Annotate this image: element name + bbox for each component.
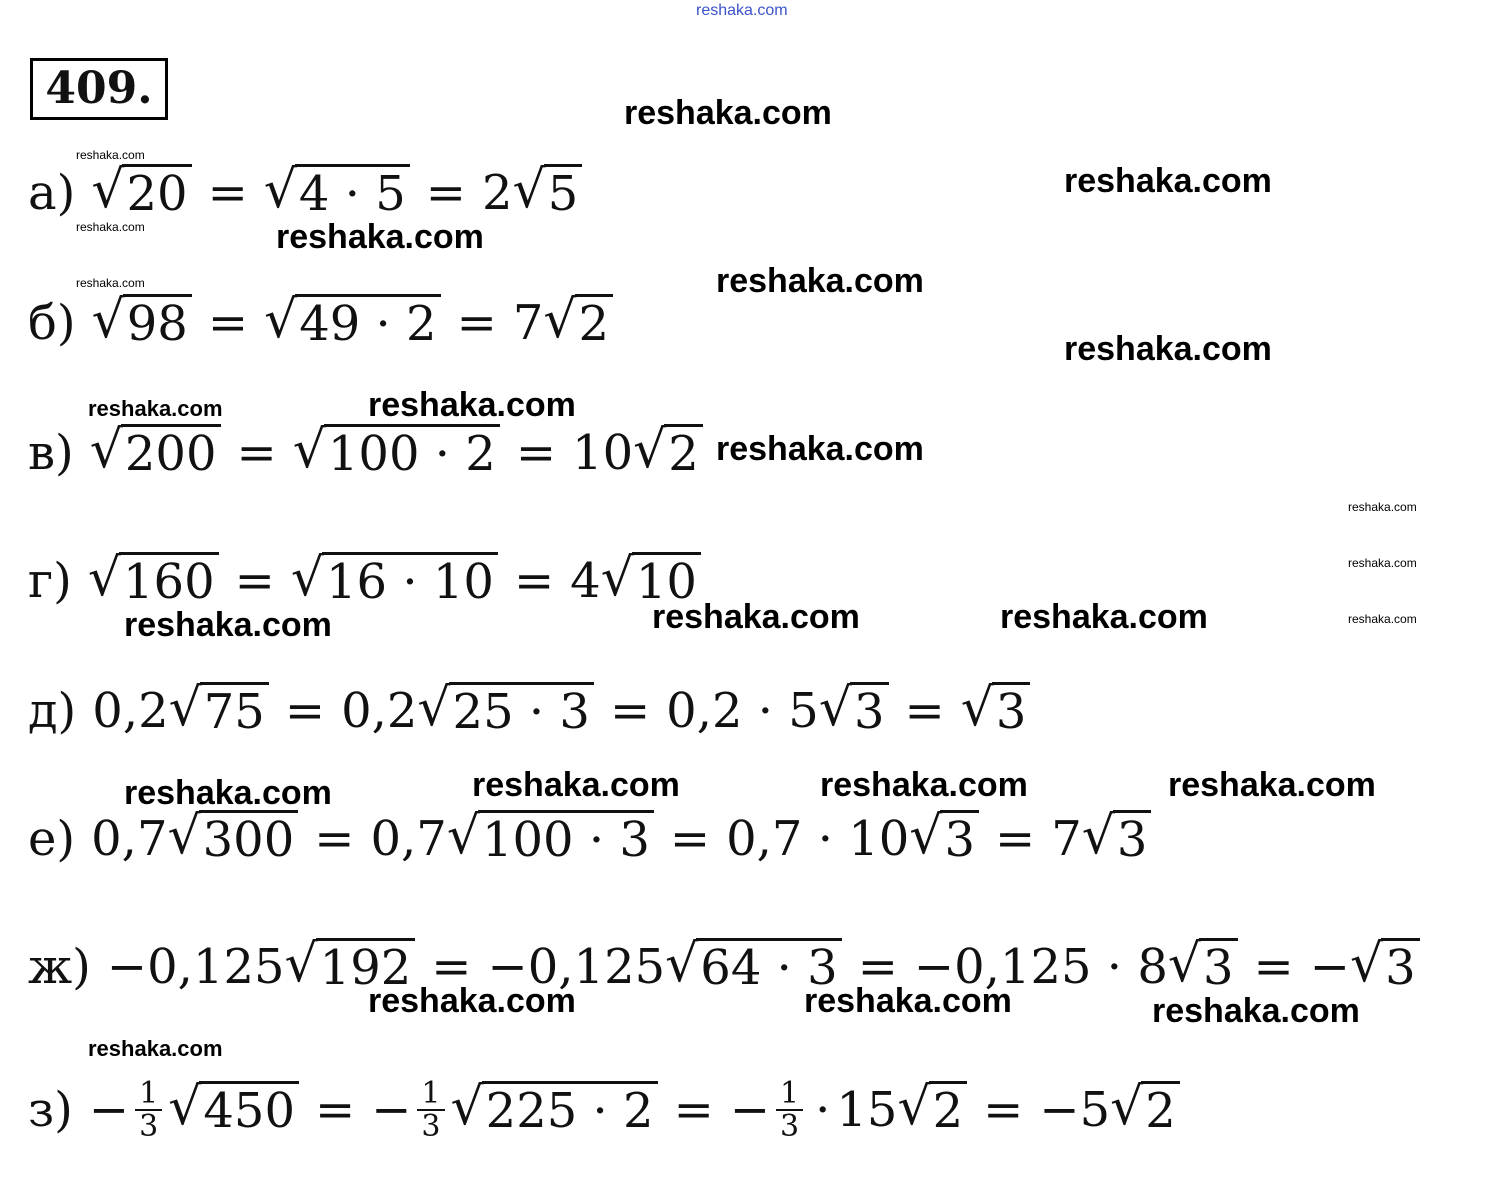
- watermark-top: reshaka.com: [696, 2, 788, 19]
- equation-g: г) √ 160 = √ 16 · 10 = 4 √ 10: [28, 546, 701, 616]
- watermark: reshaka.com: [820, 766, 1028, 804]
- watermark: reshaka.com: [368, 386, 576, 424]
- watermark: reshaka.com: [804, 982, 1012, 1020]
- watermark: reshaka.com: [1348, 612, 1417, 626]
- watermark: reshaka.com: [624, 94, 832, 132]
- watermark: reshaka.com: [88, 396, 223, 421]
- label-e: е): [28, 811, 76, 867]
- watermark: reshaka.com: [1000, 598, 1208, 636]
- fraction-3: $\frac{1}{3}$: [776, 1078, 803, 1143]
- watermark: reshaka.com: [76, 220, 145, 234]
- equation-a: а) √ 20 = √ 4 · 5 = 2 √ 5: [28, 158, 582, 228]
- watermark: reshaka.com: [1152, 992, 1360, 1030]
- fraction-2: $\frac{1}{3}$: [417, 1078, 444, 1143]
- label-b: б): [28, 295, 76, 351]
- watermark: reshaka.com: [1064, 330, 1272, 368]
- watermark: reshaka.com: [76, 148, 145, 162]
- label-g: г): [28, 553, 72, 609]
- equation-e: е) 0,7 √ 300 = 0,7 √ 100 · 3 = 0,7 · 10 √ 3 = 7 √ 3: [28, 804, 1151, 874]
- watermark: reshaka.com: [1348, 500, 1417, 514]
- label-d: д): [28, 683, 77, 739]
- label-v: в): [28, 425, 74, 481]
- task-number: 409.: [30, 58, 168, 120]
- equation-d: д) 0,2 √ 75 = 0,2 √ 25 · 3 = 0,2 · 5 √ 3 = √ 3: [28, 676, 1030, 746]
- watermark: reshaka.com: [124, 606, 332, 644]
- equation-v: в) √ 200 = √ 100 · 2 = 10 √ 2: [28, 418, 703, 488]
- watermark: reshaka.com: [76, 276, 145, 290]
- fraction-1: $\frac{1}{3}$: [135, 1078, 162, 1143]
- sqrt-a-1: √ 20: [91, 164, 191, 222]
- watermark: reshaka.com: [716, 262, 924, 300]
- label-zh: ж): [28, 939, 91, 995]
- sqrt-a-2: √ 4 · 5: [264, 164, 410, 222]
- watermark: reshaka.com: [716, 430, 924, 468]
- watermark: reshaka.com: [368, 982, 576, 1020]
- equation-zh: ж) −0,125 √ 192 = −0,125 √ 64 · 3 = −0,125 · 8 √ 3 = − √ 3: [28, 932, 1420, 1002]
- watermark: reshaka.com: [1168, 766, 1376, 804]
- watermark: reshaka.com: [1348, 556, 1417, 570]
- equation-z: з) − $\frac{1}{3}$ √ 450 = − $\frac{1}{3}$ √ 225 · 2 = − $\frac{1}{3}$ · 15 √ 2 = −5 √ 2: [28, 1068, 1180, 1152]
- watermark: reshaka.com: [88, 1036, 223, 1061]
- label-z: з): [28, 1082, 73, 1138]
- watermark: reshaka.com: [1064, 162, 1272, 200]
- sqrt-a-3: √ 5: [513, 164, 583, 222]
- watermark: reshaka.com: [124, 774, 332, 812]
- watermark: reshaka.com: [652, 598, 860, 636]
- watermark: reshaka.com: [472, 766, 680, 804]
- watermark: reshaka.com: [276, 218, 484, 256]
- equation-b: б) √ 98 = √ 49 · 2 = 7 √ 2: [28, 288, 613, 358]
- label-a: а): [28, 165, 76, 221]
